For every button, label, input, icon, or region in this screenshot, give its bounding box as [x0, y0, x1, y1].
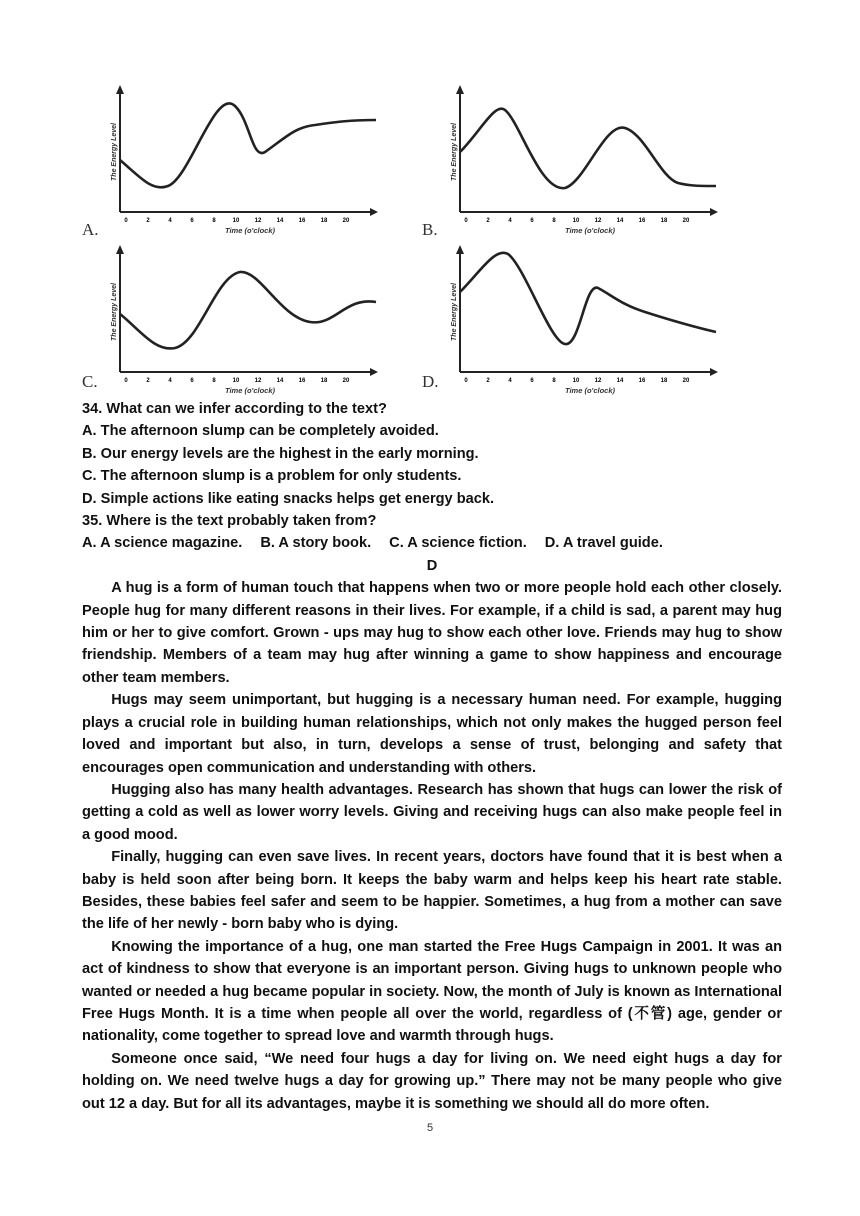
svg-text:2: 2: [146, 378, 150, 384]
y-axis-arrow: [456, 245, 464, 254]
x-axis-arrow: [710, 368, 718, 376]
energy-level-charts: [80, 82, 720, 394]
y-axis-label: The Energy Level: [111, 123, 118, 181]
svg-text:6: 6: [190, 378, 194, 384]
q34-option-a: A. The afternoon slump can be completely avoided.: [82, 423, 439, 440]
q35-option-c: C. A science fiction.: [389, 535, 527, 552]
x-axis-label: Time (o'clock): [225, 386, 275, 395]
svg-text:0: 0: [464, 218, 468, 224]
y-axis-label: The Energy Level: [451, 123, 458, 181]
svg-text:14: 14: [616, 218, 624, 224]
section-heading: D: [426, 557, 438, 574]
chart-option-d: [420, 242, 720, 395]
x-axis-arrow: [710, 208, 718, 216]
tick-labels: [464, 378, 690, 384]
energy-curve: [120, 272, 376, 349]
svg-text:2: 2: [486, 218, 490, 224]
chart-c-svg: [80, 242, 380, 395]
q35-option-b: B. A story book.: [260, 535, 372, 552]
svg-text:4: 4: [168, 218, 172, 224]
passage-paragraph-6: Someone once said, “We need four hugs a day for living on. We need eight hugs a day for holding on. We need twelve hugs a day for growing up.” There may not be many people who give out 12 a day. But for all its advantages, maybe it is something we should all do more often.: [82, 1050, 782, 1112]
svg-text:8: 8: [552, 378, 556, 384]
svg-text:12: 12: [594, 218, 602, 224]
energy-curve: [460, 253, 716, 344]
svg-text:4: 4: [508, 378, 512, 384]
chart-d-svg: [420, 242, 720, 395]
svg-text:0: 0: [124, 218, 128, 224]
passage-paragraph-4: Finally, hugging can even save lives. In recent years, doctors have found that it is best when a baby is held soon after being born. It keeps the baby warm and helps keep his heart rate stable. Besides, these babies feel safer and seem to be happier. Sometimes, a hug from a mother can save the life of her newly - born baby who is dying.: [82, 849, 782, 933]
svg-text:20: 20: [342, 218, 350, 224]
svg-text:20: 20: [342, 378, 350, 384]
energy-curve: [120, 103, 376, 187]
svg-text:8: 8: [212, 378, 216, 384]
svg-text:10: 10: [232, 378, 240, 384]
q34-option-b: B. Our energy levels are the highest in the early morning.: [82, 445, 479, 462]
q35-options: [82, 532, 782, 554]
y-axis-arrow: [116, 245, 124, 254]
passage-paragraph-2: Hugs may seem unimportant, but hugging is a necessary human need. For example, hugging plays a crucial role in building human relationships, which not only makes the hugged person feel loved and important but also, in turn, develops a sense of trust, belonging and safety that encourages open communication and understanding with others.: [82, 692, 782, 776]
svg-text:20: 20: [682, 378, 690, 384]
x-axis-label: Time (o'clock): [565, 226, 615, 235]
svg-text:16: 16: [298, 378, 306, 384]
svg-text:16: 16: [638, 378, 646, 384]
x-axis-label: Time (o'clock): [565, 386, 615, 395]
svg-text:0: 0: [124, 378, 128, 384]
svg-text:4: 4: [508, 218, 512, 224]
tick-labels: [124, 378, 350, 384]
y-axis-arrow: [116, 85, 124, 94]
chart-option-letter: D.: [422, 372, 439, 391]
chart-option-a: [80, 82, 380, 239]
svg-text:2: 2: [146, 218, 150, 224]
svg-text:8: 8: [552, 218, 556, 224]
q34-option-d: D. Simple actions like eating snacks helps get energy back.: [82, 490, 495, 507]
chart-option-letter: A.: [82, 220, 99, 239]
chart-option-b: [420, 82, 720, 239]
svg-text:14: 14: [276, 378, 284, 384]
svg-text:10: 10: [572, 378, 580, 384]
svg-text:4: 4: [168, 378, 172, 384]
y-axis-label: The Energy Level: [111, 283, 118, 341]
y-axis-label: The Energy Level: [451, 283, 458, 341]
chart-option-letter: C.: [82, 372, 98, 391]
svg-text:14: 14: [616, 378, 624, 384]
svg-text:18: 18: [320, 218, 328, 224]
svg-text:18: 18: [320, 378, 328, 384]
passage-paragraph-5: Knowing the importance of a hug, one man started the Free Hugs Campaign in 2001. It was an act of kindness to show that everyone is an important person. Giving hugs to unknown people who wanted or needed a hug became popular in society. Now, the month of July is known as International Free Hugs Month. It is a time when people all over the world, regardless of (不管) age, gender or nationality, come together to spread love and warmth through hugs.: [82, 938, 782, 1045]
svg-text:16: 16: [638, 218, 646, 224]
q34-option-c: C. The afternoon slump is a problem for only students.: [82, 468, 462, 485]
svg-text:12: 12: [254, 378, 262, 384]
svg-text:6: 6: [190, 218, 194, 224]
chart-b-svg: [420, 82, 720, 235]
x-axis-arrow: [370, 208, 378, 216]
svg-text:16: 16: [298, 218, 306, 224]
svg-text:6: 6: [530, 218, 534, 224]
page-content: [82, 398, 782, 1115]
q35-option-d: D. A travel guide.: [544, 535, 663, 552]
svg-text:10: 10: [572, 218, 580, 224]
svg-text:8: 8: [212, 218, 216, 224]
svg-text:18: 18: [660, 378, 668, 384]
y-axis-arrow: [456, 85, 464, 94]
svg-text:20: 20: [682, 218, 690, 224]
svg-text:6: 6: [530, 378, 534, 384]
chart-option-c: [80, 242, 380, 395]
svg-text:0: 0: [464, 378, 468, 384]
svg-text:12: 12: [254, 218, 262, 224]
tick-labels: [464, 218, 690, 224]
page-number: 5: [426, 1122, 434, 1134]
passage-paragraph-1: A hug is a form of human touch that happens when two or more people hold each other closely. People hug for many different reasons in their lives. For example, if a child is sad, a parent may hug him or her to give comfort. Grown - ups may hug to show each other love. Friends may hug to show friendship. Members of a team may hug after winning a game to show happiness and encourage other team members.: [82, 580, 782, 686]
chart-a-svg: [80, 82, 380, 235]
question-35: 35. Where is the text probably taken from?: [82, 513, 377, 530]
question-34: 34. What can we infer according to the text?: [82, 401, 387, 417]
svg-text:14: 14: [276, 218, 284, 224]
svg-text:12: 12: [594, 378, 602, 384]
tick-labels: [124, 218, 350, 224]
q35-option-a: A. A science magazine.: [82, 535, 243, 552]
svg-text:2: 2: [486, 378, 490, 384]
svg-text:18: 18: [660, 218, 668, 224]
chart-option-letter: B.: [422, 220, 438, 239]
x-axis-label: Time (o'clock): [225, 226, 275, 235]
passage-paragraph-3: Hugging also has many health advantages. Research has shown that hugs can lower the risk of getting a cold as well as lower worry levels. Giving and receiving hugs can also make people feel in a good mood.: [82, 781, 782, 843]
x-axis-arrow: [370, 368, 378, 376]
svg-text:10: 10: [232, 218, 240, 224]
energy-curve: [460, 109, 716, 188]
